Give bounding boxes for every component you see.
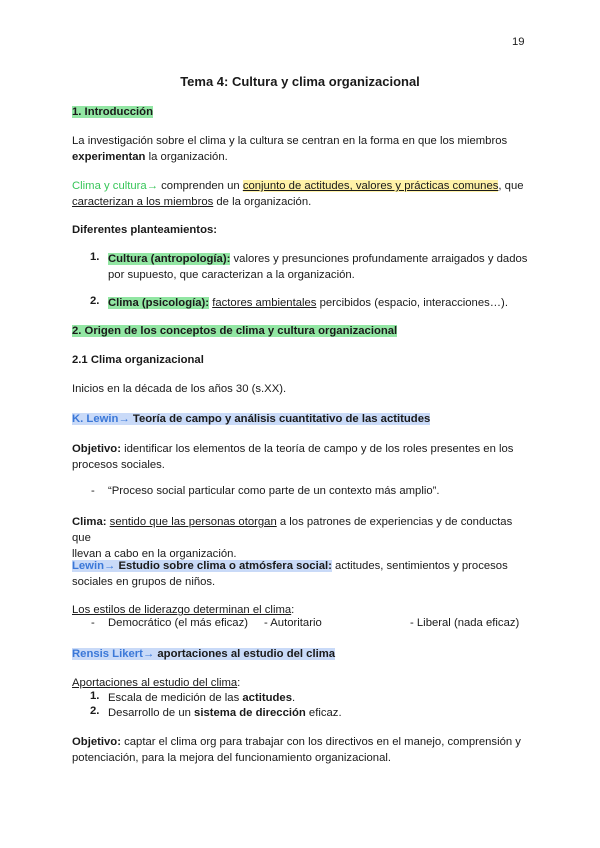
objetivo-1-paragraph: [72, 441, 530, 473]
lewin-heading: [72, 411, 530, 427]
obj2-text-1: captar el clima org para trabajar con los directivos en el manejo, comprensión y: [120, 736, 521, 748]
estilo-democratico: Democrático (el más eficaz): [108, 617, 248, 629]
obj1-text-1: identificar los elementos de la teoría de campo y de los roles presentes en los: [120, 443, 514, 455]
aport-item-2: [108, 705, 342, 721]
likert-name: Rensis Likert: [72, 648, 143, 660]
dash-bullet: -: [91, 617, 95, 629]
estilos-heading: [72, 602, 530, 618]
item1-text-1: valores y presunciones profundamente arraigados y dados: [230, 253, 528, 265]
obj1-line-1: [72, 441, 530, 457]
intro-bold-word: experimentan: [72, 151, 146, 163]
aportaciones-colon: :: [237, 677, 241, 689]
ap1-text-a: Escala de medición de las: [108, 692, 243, 704]
intro-line-2: [72, 149, 530, 165]
section-2-1-heading: [72, 352, 530, 368]
quote-text: “Proceso social particular como parte de un contexto más amplio”.: [108, 485, 440, 497]
list-item-clima: [108, 295, 538, 311]
section-1-heading-text: 1. Introducción: [72, 106, 153, 118]
lewin-name: K. Lewin: [72, 413, 119, 425]
page-title-text: Tema 4: Cultura y clima organizacional: [180, 74, 420, 89]
page-title: [0, 74, 600, 89]
aport-number-2: 2.: [90, 705, 100, 717]
page-number: 19: [512, 36, 525, 48]
section-2-1-heading-text: 2.1 Clima organizacional: [72, 354, 204, 366]
lewin-study-paragraph: [72, 558, 530, 590]
clima-definition: [72, 514, 530, 562]
intro-line-2-rest: la organización.: [145, 151, 228, 163]
aport-number-1: 1.: [90, 690, 100, 702]
item2-rest: percibidos (espacio, interacciones…).: [316, 297, 508, 309]
cc-line-2: [72, 194, 530, 210]
obj2-line-2: potenciación, para la mejora del funcionamiento organizacional.: [72, 752, 392, 764]
planteamientos-heading-text: Diferentes planteamientos:: [72, 224, 218, 236]
aportaciones-heading: [72, 675, 530, 691]
item1-line-1: [108, 251, 538, 267]
cc-text-3: de la organización.: [213, 196, 312, 208]
likert-title: aportaciones al estudio del clima: [154, 648, 336, 660]
lewin-title: Teoría de campo y análisis cuantitativo de las actitudes: [129, 413, 431, 425]
cc-highlight: conjunto de actitudes, valores y prácticas comunes: [242, 180, 499, 192]
lewin2-text-1: actitudes, sentimientos y procesos: [331, 560, 508, 572]
obj2-line-1: [72, 734, 530, 750]
item2-underline: factores ambientales: [212, 297, 317, 309]
obj1-label: Objetivo:: [72, 443, 121, 455]
estilos-underline: Los estilos de liderazgo determinan el clima: [72, 604, 292, 616]
aport-item-1: [108, 690, 295, 706]
inicios-text: Inicios en la década de los años 30 (s.XX).: [72, 383, 287, 395]
cc-underline: caracterizan a los miembros: [72, 196, 214, 208]
dash-bullet: -: [91, 485, 95, 497]
section-1-heading: [72, 104, 530, 120]
lewin2-name: Lewin: [72, 560, 105, 572]
obj1-line-2: procesos sociales.: [72, 459, 165, 471]
cc-text-1: comprenden un: [158, 180, 243, 192]
cc-line-1: [72, 178, 530, 194]
clima-def-underline: sentido que las personas otorgan: [109, 516, 277, 528]
clima-cultura-term: Clima y cultura: [72, 180, 147, 192]
arrow-icon: →: [142, 648, 155, 660]
lewin-study-line-1: [72, 558, 530, 574]
ap1-text-c: .: [292, 692, 296, 704]
clima-cultura-paragraph: [72, 178, 530, 210]
objetivo-2-paragraph: [72, 734, 530, 766]
clima-def-label: Clima:: [72, 516, 107, 528]
item2-label: Clima (psicología):: [108, 297, 210, 309]
planteamientos-heading: [72, 222, 530, 238]
arrow-icon: →: [146, 180, 159, 192]
item1-line-2: por supuesto, que caracterizan a la organización.: [108, 269, 355, 281]
lewin2-label: Estudio sobre clima o atmósfera social:: [115, 560, 332, 572]
list-number-2: 2.: [90, 295, 100, 307]
likert-heading: [72, 646, 530, 662]
lewin-study-line-2: sociales en grupos de niños.: [72, 576, 216, 588]
arrow-icon: →: [118, 413, 130, 425]
clima-def-line-1: [72, 514, 530, 546]
section-2-heading-text: 2. Origen de los conceptos de clima y cultura organizacional: [72, 325, 398, 337]
estilos-colon: :: [291, 604, 295, 616]
intro-line-1: La investigación sobre el clima y la cultura se centran en la forma en que los miembros: [72, 135, 508, 147]
ap2-text-a: Desarrollo de un: [108, 707, 195, 719]
list-item-cultura: [108, 251, 538, 283]
aportaciones-underline: Aportaciones al estudio del clima: [72, 677, 238, 689]
section-2-heading: [72, 323, 530, 339]
estilo-liberal: - Liberal (nada eficaz): [410, 617, 520, 629]
arrow-icon: →: [104, 560, 116, 572]
clima-def-text-1: a los patrones de experiencias y de conductas que: [72, 516, 513, 544]
ap2-bold: sistema de dirección: [194, 707, 306, 719]
list-number-1: 1.: [90, 251, 100, 263]
ap1-bold: actitudes: [242, 692, 292, 704]
cc-text-2: , que: [498, 180, 524, 192]
item1-label: Cultura (antropología):: [108, 253, 231, 265]
intro-paragraph: [72, 133, 530, 165]
ap2-text-c: eficaz.: [305, 707, 342, 719]
estilo-autoritario: - Autoritario: [264, 617, 322, 629]
clima-def-line-2: llevan a cabo en la organización.: [72, 548, 237, 560]
obj2-label: Objetivo:: [72, 736, 121, 748]
